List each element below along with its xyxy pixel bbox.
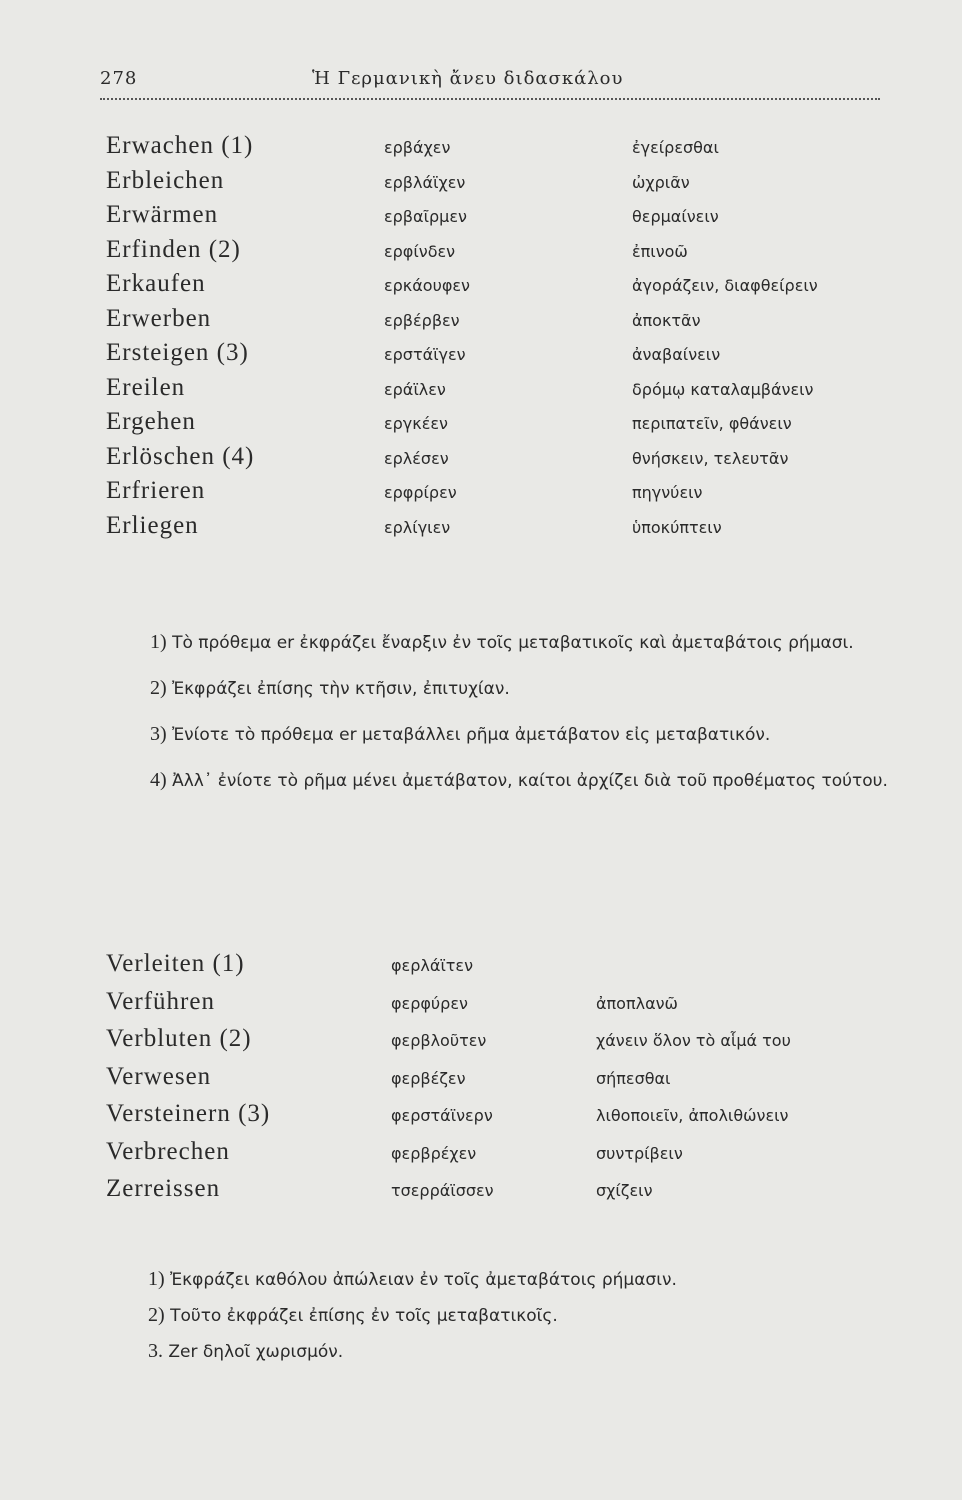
greek-meaning: λιθοποιεῖν, ἀπολιθώνειν (596, 1106, 789, 1125)
footnote (108, 764, 898, 797)
table-row (106, 1063, 916, 1101)
german-word: Erlöschen (4) (106, 442, 255, 470)
german-word: Erwachen (1) (106, 132, 254, 159)
pronunciation: φερφύρεν (391, 993, 468, 1013)
footnote (108, 672, 898, 705)
german-word: Erwerben (106, 304, 212, 332)
pronunciation: ερλίγιεν (384, 517, 451, 537)
german-word: Verwesen (106, 1062, 212, 1090)
greek-meaning: ἐπινοῶ (632, 241, 688, 261)
pronunciation: εράϊλεν (384, 379, 446, 399)
pronunciation: ερβαῖρμεν (384, 207, 467, 226)
footnote-marker: 3) (150, 723, 167, 745)
running-title: Ἡ Γερμανικὴ ἄνευ διδασκάλου (312, 68, 624, 89)
german-word: Ereilen (106, 373, 186, 401)
footnote (108, 718, 898, 751)
table-row (106, 167, 906, 202)
table-row (106, 477, 906, 512)
german-word: Verleiten (1) (106, 950, 245, 977)
footnote-marker: 1) (150, 631, 167, 653)
greek-meaning: συντρίβειν (596, 1143, 683, 1163)
pronunciation: φερβλοῦτεν (391, 1031, 487, 1050)
pronunciation: τσερράϊσσεν (391, 1181, 494, 1200)
table-row (106, 1025, 916, 1063)
table-row (106, 988, 916, 1026)
german-word: Erliegen (106, 511, 199, 539)
german-word: Versteinern (3) (106, 1100, 271, 1127)
greek-meaning: χάνειν ὅλον τὸ αἷμά του (596, 1031, 791, 1050)
pronunciation: φερβρέχεν (391, 1143, 477, 1163)
table-row (106, 950, 916, 988)
table-row (106, 512, 906, 547)
footnote (148, 1262, 908, 1298)
footnote (148, 1298, 908, 1334)
pronunciation: ερλέσεν (384, 448, 449, 468)
german-word: Erfinden (2) (106, 235, 241, 263)
greek-meaning: περιπατεῖν, φθάνειν (632, 414, 792, 433)
greek-meaning: ὠχριᾶν (632, 172, 690, 192)
footnotes-er (108, 626, 898, 810)
pronunciation: ερβέρβεν (384, 310, 460, 330)
table-row (106, 236, 906, 271)
page-header (100, 68, 880, 108)
pronunciation: ερβάχεν (384, 138, 451, 157)
footnote-marker: 2) (150, 677, 167, 699)
greek-meaning: πηγνύειν (632, 483, 703, 502)
pronunciation: εργκέεν (384, 414, 448, 433)
german-word: Erwärmen (106, 201, 219, 228)
footnote-text: Ἐνίοτε τὸ πρόθεμα er μεταβάλλει ρῆμα ἀμετάβατον εἰς μεταβατικόν. (172, 725, 771, 745)
german-word: Erkaufen (106, 270, 206, 297)
german-word: Verbrechen (106, 1137, 230, 1165)
greek-meaning: σήπεσθαι (596, 1068, 671, 1088)
table-row (106, 1138, 916, 1176)
pronunciation: ερστάϊγεν (384, 345, 466, 364)
german-word: Verführen (106, 987, 215, 1015)
vocabulary-table-er (106, 132, 906, 546)
footnote (148, 1334, 908, 1370)
footnote-marker: 3. (148, 1340, 163, 1362)
pronunciation: ερκάουφεν (384, 276, 470, 295)
german-word: Ersteigen (3) (106, 339, 249, 366)
german-word: Verbluten (2) (106, 1025, 252, 1052)
greek-meaning: ἐγείρεσθαι (632, 138, 719, 157)
pronunciation: φερβέζεν (391, 1068, 466, 1088)
page-number: 278 (100, 68, 138, 89)
footnote-marker: 4) (150, 769, 167, 791)
footnote-text: Τοῦτο ἐκφράζει ἐπίσης ἐν τοῖς μεταβατικοῖς. (170, 1306, 558, 1326)
footnote-text: Ἐκφράζει καθόλου ἀπώλειαν ἐν τοῖς ἀμεταβάτοις ρήμασιν. (170, 1270, 677, 1290)
pronunciation: ερφρίρεν (384, 483, 457, 502)
greek-meaning: ἀγοράζειν, διαφθείρειν (632, 276, 818, 295)
table-row (106, 132, 906, 167)
footnotes-ver-zer (148, 1262, 908, 1370)
greek-meaning: θερμαίνειν (632, 207, 719, 226)
greek-meaning: ἀναβαίνειν (632, 345, 721, 364)
table-row (106, 339, 906, 374)
german-word: Erfrieren (106, 477, 206, 504)
table-row (106, 374, 906, 409)
table-row (106, 1175, 916, 1213)
pronunciation: ερφίνδεν (384, 241, 456, 261)
pronunciation: φερστάϊνερν (391, 1106, 493, 1125)
footnote-text: Ἐκφράζει ἐπίσης τὴν κτῆσιν, ἐπιτυχίαν. (172, 679, 510, 699)
greek-meaning: ὑποκύπτειν (632, 517, 722, 537)
pronunciation: ερβλάϊχεν (384, 172, 466, 192)
greek-meaning: ἀποπλανῶ (596, 993, 678, 1013)
table-row (106, 201, 906, 236)
footnote-text: Ἀλλ᾽ ἐνίοτε τὸ ρῆμα μένει ἀμετάβατον, καίτοι ἀρχίζει διὰ τοῦ προθέματος τούτου. (172, 771, 888, 791)
footnote-text: Zer δηλοῖ χωρισμόν. (168, 1342, 344, 1362)
table-row (106, 443, 906, 478)
greek-meaning: δρόμῳ καταλαμβάνειν (632, 379, 814, 399)
pronunciation: φερλάϊτεν (391, 956, 474, 975)
vocabulary-table-ver-zer (106, 950, 916, 1213)
footnote (108, 626, 898, 659)
table-row (106, 305, 906, 340)
table-row (106, 1100, 916, 1138)
table-row (106, 408, 906, 443)
footnote-text: Τὸ πρόθεμα er ἐκφράζει ἔναρξιν ἐν τοῖς μεταβατικοῖς καὶ ἀμεταβάτοις ρήμασι. (172, 633, 854, 653)
greek-meaning: ἀποκτᾶν (632, 310, 701, 330)
greek-meaning: θνήσκειν, τελευτᾶν (632, 448, 789, 468)
footnote-marker: 1) (148, 1268, 165, 1290)
german-word: Zerreissen (106, 1175, 221, 1202)
greek-meaning: σχίζειν (596, 1181, 653, 1200)
footnote-marker: 2) (148, 1304, 165, 1326)
table-row (106, 270, 906, 305)
header-rule (100, 98, 880, 100)
german-word: Erbleichen (106, 166, 225, 194)
german-word: Ergehen (106, 408, 196, 435)
